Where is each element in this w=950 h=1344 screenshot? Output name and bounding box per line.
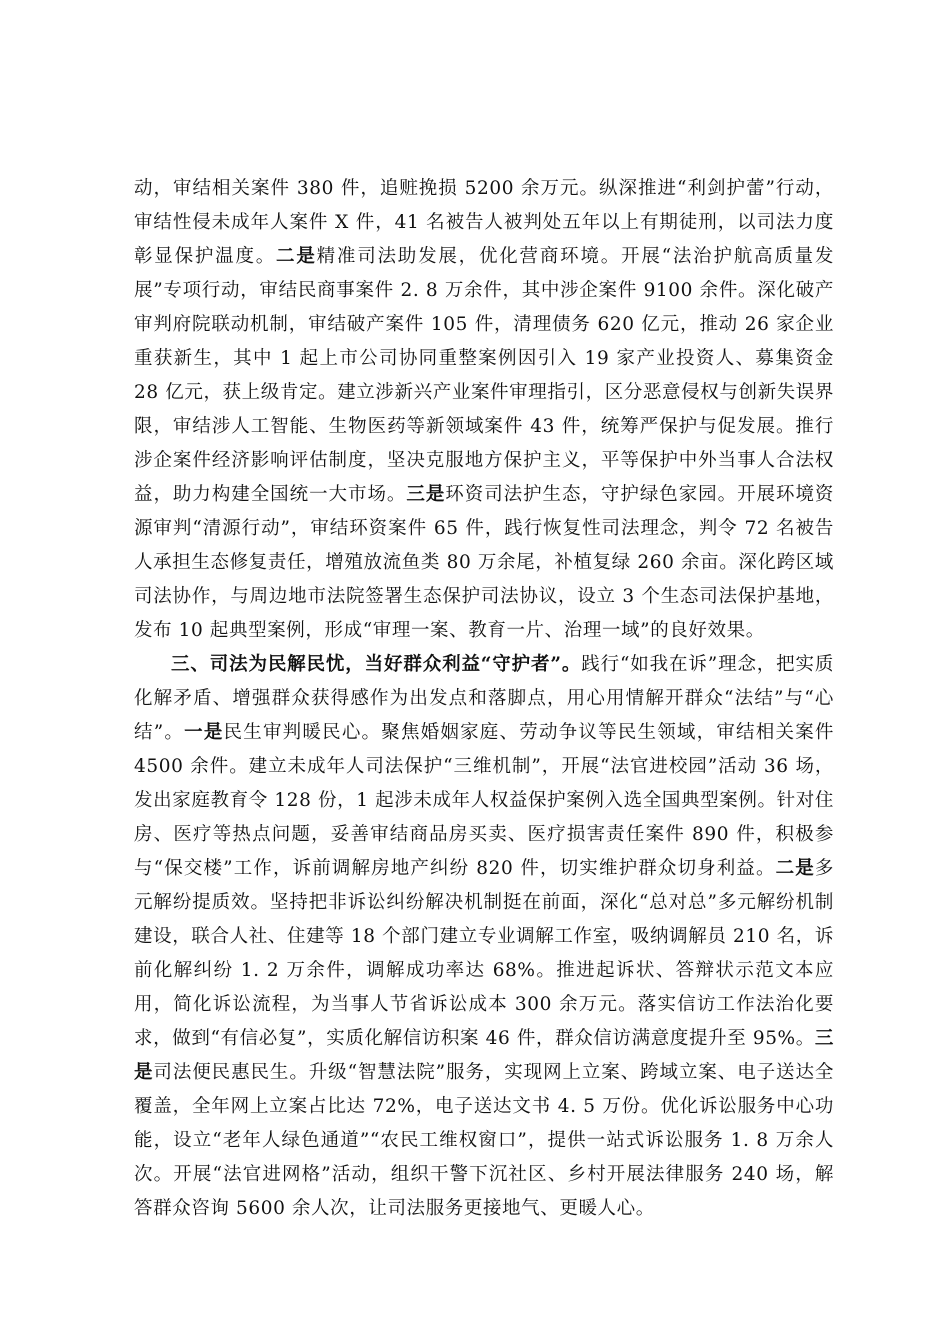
bold-lead-in: 二是 <box>775 858 815 879</box>
text-segment: 精准司法助发展，优化营商环境。开展“法治护航高质量发展”专项行动，审结民商事案件 2. 8 万余件，其中涉企案件 9100 余件。深化破产审判府院联动机制，审结破产案件 105 件，清理债务 620 亿元，推动 26 家企业重获新生，其中 1 起上市公司协同重整案例因引入 19 家产业投资人、募集资金 28 亿元，获上级肯定。建立涉新兴产业案件审理指引，区分恶意侵权与创新失误界限，审结涉人工智能、生物医药等新领域案件 43 件，统筹严保护与促发展。推行涉企案件经济影响评估制度，坚决克服地方保护主义，平等保护中外当事人合法权益，助力构建全国统一大市场。 <box>134 246 835 505</box>
section-heading: 三、司法为民解民忧，当好群众利益“守护者”。 <box>171 654 582 675</box>
text-segment: 动，审结相关案件 380 件，追赃挽损 5200 余万元。纵深推进“利剑护蕾”行动，审结性侵未成年人案件 X 件，41 名被告人被判处五年以上有期徒刑，以司法力度彰显保护温度。 <box>134 178 834 267</box>
bold-lead-in: 二是 <box>276 246 317 267</box>
text-segment: 司法便民惠民生。升级“智慧法院”服务，实现网上立案、跨域立案、电子送达全覆盖，全年网上立案占比达 72%，电子送达文书 4. 5 万份。优化诉讼服务中心功能，设立“老年人绿色通道”“农民工维权窗口”，提供一站式诉讼服务 1. 8 万余人次。开展“法官进网格”活动，组织干警下沉社区、乡村开展法律服务 240 场，解答群众咨询 5600 余人次，让司法服务更接地气、更暖人心。 <box>134 1062 834 1219</box>
paragraph-judicial-services-continued <box>134 172 834 648</box>
bold-lead-in: 一是 <box>184 722 224 743</box>
bold-lead-in: 三是 <box>406 484 446 505</box>
bold-lead-in: 三是 <box>134 1028 834 1083</box>
text-segment: 环资司法护生态，守护绿色家园。开展环境资源审判“清源行动”，审结环资案件 65 件，践行恢复性司法理念，判令 72 名被告人承担生态修复责任，增殖放流鱼类 80 万余尾，补植复绿 260 余亩。深化跨区域司法协作，与周边地市法院签署生态保护司法协议，设立 3 个生态司法保护基地，发布 10 起典型案例，形成“审理一案、教育一片、治理一域”的良好效果。 <box>134 484 835 641</box>
text-segment: 多元解纷提质效。坚持把非诉讼纠纷解决机制挺在前面，深化“总对总”多元解纷机制建设，联合人社、住建等 18 个部门建立专业调解工作室，吸纳调解员 210 名，诉前化解纠纷 1. 2 万余件，调解成功率达 68%。推进起诉状、答辩状示范文本应用，简化诉讼流程，为当事人节省诉讼成本 300 余万元。落实信访工作法治化要求，做到“有信必复”，实质化解信访积案 46 件，群众信访满意度提升至 95%。 <box>134 858 834 1049</box>
paragraph-section-three <box>134 648 834 1226</box>
text-segment: 民生审判暖民心。聚焦婚姻家庭、劳动争议等民生领域，审结相关案件 4500 余件。建立未成年人司法保护“三维机制”，开展“法官进校园”活动 36 场，发出家庭教育令 128 份，1 起涉未成年人权益保护案例入选全国典型案例。针对住房、医疗等热点问题，妥善审结商品房买卖、医疗损害责任案件 890 件，积极参与“保交楼”工作，诉前调解房地产纠纷 820 件，切实维护群众切身利益。 <box>134 722 835 879</box>
text-segment: 践行“如我在诉”理念，把实质化解矛盾、增强群众获得感作为出发点和落脚点，用心用情解开群众“法结”与“心结”。 <box>134 654 834 743</box>
document-body <box>134 172 834 1226</box>
